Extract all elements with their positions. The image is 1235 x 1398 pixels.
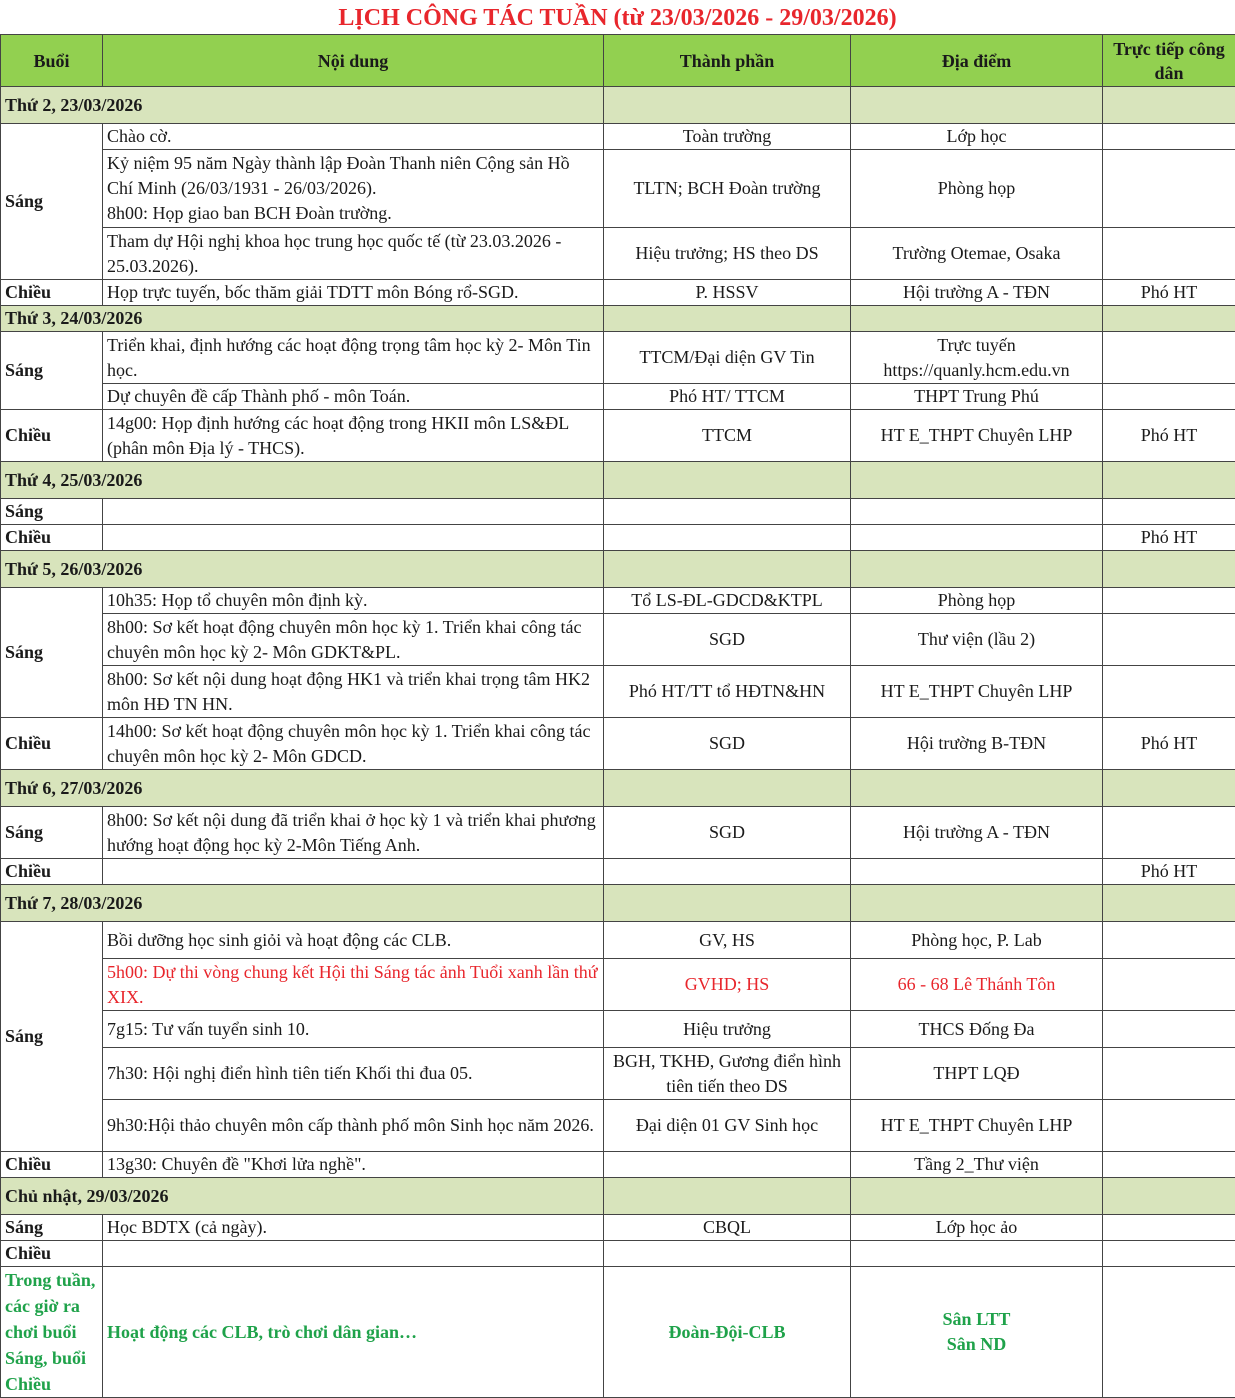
day-label: Thứ 4, 25/03/2026 bbox=[1, 462, 604, 499]
session-sang: Sáng bbox=[1, 1215, 103, 1241]
duty-cell bbox=[1103, 228, 1235, 280]
content-cell: 8h00: Sơ kết nội dung hoạt động HK1 và triển khai trọng tâm HK2 môn HĐ TN HN. bbox=[103, 666, 604, 718]
duty-cell: Phó HT bbox=[1103, 410, 1235, 462]
day-cell bbox=[604, 770, 851, 807]
participants-cell: Tổ LS-ĐL-GDCD&KTPL bbox=[604, 588, 851, 614]
duty-cell bbox=[1103, 588, 1235, 614]
session-chieu: Chiều bbox=[1, 1241, 103, 1267]
location-cell: Hội trường B-TĐN bbox=[851, 718, 1103, 770]
session-chieu: Chiều bbox=[1, 1152, 103, 1178]
location-cell: Lớp học bbox=[851, 124, 1103, 150]
day-cell bbox=[1103, 87, 1235, 124]
duty-cell bbox=[1103, 332, 1235, 384]
table-row bbox=[1, 588, 1235, 614]
content-cell bbox=[103, 499, 604, 525]
session-sang: Sáng bbox=[1, 124, 103, 280]
location-cell: Tầng 2_Thư viện bbox=[851, 1152, 1103, 1178]
duty-cell bbox=[1103, 1100, 1235, 1152]
location-cell bbox=[851, 859, 1103, 885]
duty-cell: Phó HT bbox=[1103, 859, 1235, 885]
content-cell: 7g15: Tư vấn tuyển sinh 10. bbox=[103, 1011, 604, 1048]
session-chieu: Chiều bbox=[1, 280, 103, 306]
content-cell: Chào cờ. bbox=[103, 124, 604, 150]
participants-cell: TLTN; BCH Đoàn trường bbox=[604, 150, 851, 228]
content-cell: 14h00: Sơ kết hoạt động chuyên môn học kỳ 1. Triển khai công tác chuyên môn học kỳ 2- Môn GDCD. bbox=[103, 718, 604, 770]
participants-cell: Hiệu trưởng bbox=[604, 1011, 851, 1048]
table-row bbox=[1, 525, 1235, 551]
content-cell: Họp trực tuyến, bốc thăm giải TDTT môn Bóng rổ-SGD. bbox=[103, 280, 604, 306]
content-cell: Triển khai, định hướng các hoạt động trọng tâm học kỳ 2- Môn Tin học. bbox=[103, 332, 604, 384]
day-cell bbox=[604, 462, 851, 499]
location-cell: THPT LQĐ bbox=[851, 1048, 1103, 1100]
table-row bbox=[1, 228, 1235, 280]
table-row bbox=[1, 1011, 1235, 1048]
header-truc: Trực tiếp công dân bbox=[1103, 35, 1235, 87]
footer-row bbox=[1, 1267, 1235, 1398]
content-cell: 9h30:Hội thảo chuyên môn cấp thành phố môn Sinh học năm 2026. bbox=[103, 1100, 604, 1152]
session-chieu: Chiều bbox=[1, 410, 103, 462]
location-cell: HT E_THPT Chuyên LHP bbox=[851, 666, 1103, 718]
duty-cell: Phó HT bbox=[1103, 718, 1235, 770]
content-cell bbox=[103, 525, 604, 551]
table-row bbox=[1, 124, 1235, 150]
session-sang: Sáng bbox=[1, 807, 103, 859]
duty-cell: Phó HT bbox=[1103, 525, 1235, 551]
location-cell: Lớp học ảo bbox=[851, 1215, 1103, 1241]
session-sang: Sáng bbox=[1, 588, 103, 718]
day-cell bbox=[851, 462, 1103, 499]
content-cell: 8h00: Sơ kết nội dung đã triển khai ở học kỳ 1 và triển khai phương hướng hoạt động học kỳ 2-Môn Tiếng Anh. bbox=[103, 807, 604, 859]
location-cell: Phòng họp bbox=[851, 150, 1103, 228]
table-row bbox=[1, 614, 1235, 666]
content-cell bbox=[103, 150, 604, 228]
day-cell bbox=[604, 306, 851, 332]
day-cell bbox=[1103, 1178, 1235, 1215]
duty-cell bbox=[1103, 1215, 1235, 1241]
participants-cell: BGH, TKHĐ, Gương điển hình tiên tiến theo DS bbox=[604, 1048, 851, 1100]
location-cell-highlight: 66 - 68 Lê Thánh Tôn bbox=[851, 959, 1103, 1011]
content-cell: 8h00: Sơ kết hoạt động chuyên môn học kỳ 1. Triển khai công tác chuyên môn học kỳ 2- Môn GDKT&PL. bbox=[103, 614, 604, 666]
day-row bbox=[1, 885, 1235, 922]
day-cell bbox=[851, 1178, 1103, 1215]
content-cell: 14g00: Họp định hướng các hoạt động trong HKII môn LS&ĐL (phân môn Địa lý - THCS). bbox=[103, 410, 604, 462]
location-cell bbox=[851, 1241, 1103, 1267]
participants-cell: SGD bbox=[604, 614, 851, 666]
day-label: Chủ nhật, 29/03/2026 bbox=[1, 1178, 604, 1215]
participants-cell bbox=[604, 859, 851, 885]
footer-location-line: Sân ND bbox=[855, 1332, 1098, 1357]
location-cell bbox=[851, 499, 1103, 525]
table-row bbox=[1, 1100, 1235, 1152]
location-cell: Phòng họp bbox=[851, 588, 1103, 614]
participants-cell: P. HSSV bbox=[604, 280, 851, 306]
footer-participants: Đoàn-Đội-CLB bbox=[604, 1267, 851, 1398]
day-cell bbox=[851, 306, 1103, 332]
day-label: Thứ 6, 27/03/2026 bbox=[1, 770, 604, 807]
content-cell: Học BDTX (cả ngày). bbox=[103, 1215, 604, 1241]
day-label: Thứ 7, 28/03/2026 bbox=[1, 885, 604, 922]
table-row bbox=[1, 666, 1235, 718]
header-noi-dung: Nội dung bbox=[103, 35, 604, 87]
content-cell: Bồi dưỡng học sinh giỏi và hoạt động các CLB. bbox=[103, 922, 604, 959]
day-label: Thứ 5, 26/03/2026 bbox=[1, 551, 604, 588]
content-cell bbox=[103, 859, 604, 885]
location-line: Trực tuyến bbox=[855, 333, 1098, 358]
table-row bbox=[1, 1152, 1235, 1178]
page-title: LỊCH CÔNG TÁC TUẦN (từ 23/03/2026 - 29/03/2026) bbox=[0, 0, 1235, 34]
content-cell: 10h35: Họp tổ chuyên môn định kỳ. bbox=[103, 588, 604, 614]
day-cell bbox=[604, 87, 851, 124]
duty-cell bbox=[1103, 807, 1235, 859]
duty-cell bbox=[1103, 1241, 1235, 1267]
schedule-table bbox=[0, 34, 1235, 1398]
location-cell: Thư viện (lầu 2) bbox=[851, 614, 1103, 666]
participants-cell bbox=[604, 525, 851, 551]
location-cell: THCS Đống Đa bbox=[851, 1011, 1103, 1048]
day-row bbox=[1, 1178, 1235, 1215]
duty-cell bbox=[1103, 922, 1235, 959]
participants-cell: Phó HT/ TTCM bbox=[604, 384, 851, 410]
table-row bbox=[1, 1048, 1235, 1100]
participants-cell: TTCM bbox=[604, 410, 851, 462]
day-row bbox=[1, 551, 1235, 588]
table-row bbox=[1, 332, 1235, 384]
duty-cell bbox=[1103, 1267, 1235, 1398]
day-cell bbox=[851, 87, 1103, 124]
content-cell: Dự chuyên đề cấp Thành phố - môn Toán. bbox=[103, 384, 604, 410]
table-row bbox=[1, 959, 1235, 1011]
header-buoi: Buổi bbox=[1, 35, 103, 87]
day-cell bbox=[851, 551, 1103, 588]
table-row bbox=[1, 1241, 1235, 1267]
day-cell bbox=[1103, 770, 1235, 807]
table-row bbox=[1, 1215, 1235, 1241]
participants-cell: SGD bbox=[604, 718, 851, 770]
header-row bbox=[1, 35, 1235, 87]
duty-cell bbox=[1103, 124, 1235, 150]
content-line: Kỷ niệm 95 năm Ngày thành lập Đoàn Thanh niên Cộng sản Hồ Chí Minh (26/03/1931 - 26/03/2026). bbox=[107, 151, 599, 201]
participants-cell bbox=[604, 1241, 851, 1267]
duty-cell bbox=[1103, 384, 1235, 410]
day-cell bbox=[604, 885, 851, 922]
participants-cell-highlight: GVHD; HS bbox=[604, 959, 851, 1011]
day-row bbox=[1, 306, 1235, 332]
location-cell bbox=[851, 525, 1103, 551]
duty-cell bbox=[1103, 614, 1235, 666]
session-chieu: Chiều bbox=[1, 718, 103, 770]
session-chieu: Chiều bbox=[1, 525, 103, 551]
day-cell bbox=[851, 770, 1103, 807]
content-cell: Tham dự Hội nghị khoa học trung học quốc tế (từ 23.03.2026 - 25.03.2026). bbox=[103, 228, 604, 280]
day-row bbox=[1, 770, 1235, 807]
content-line: 8h00: Họp giao ban BCH Đoàn trường. bbox=[107, 201, 599, 226]
day-cell bbox=[604, 1178, 851, 1215]
day-cell bbox=[851, 885, 1103, 922]
session-sang: Sáng bbox=[1, 499, 103, 525]
content-cell: 7h30: Hội nghị điển hình tiên tiến Khối thi đua 05. bbox=[103, 1048, 604, 1100]
duty-cell bbox=[1103, 959, 1235, 1011]
day-row bbox=[1, 462, 1235, 499]
location-url: https://quanly.hcm.edu.vn bbox=[855, 358, 1098, 383]
table-row bbox=[1, 410, 1235, 462]
participants-cell: Đại diện 01 GV Sinh học bbox=[604, 1100, 851, 1152]
content-cell bbox=[103, 1241, 604, 1267]
duty-cell bbox=[1103, 666, 1235, 718]
header-thanh-phan: Thành phần bbox=[604, 35, 851, 87]
content-cell: 13g30: Chuyên đề "Khơi lửa nghề". bbox=[103, 1152, 604, 1178]
content-cell-highlight: 5h00: Dự thi vòng chung kết Hội thi Sáng tác ảnh Tuổi xanh lần thứ XIX. bbox=[103, 959, 604, 1011]
table-row bbox=[1, 859, 1235, 885]
footer-location bbox=[851, 1267, 1103, 1398]
location-cell bbox=[851, 332, 1103, 384]
participants-cell bbox=[604, 1152, 851, 1178]
location-cell: Trường Otemae, Osaka bbox=[851, 228, 1103, 280]
participants-cell bbox=[604, 499, 851, 525]
table-row bbox=[1, 807, 1235, 859]
day-label: Thứ 3, 24/03/2026 bbox=[1, 306, 604, 332]
footer-location-line: Sân LTT bbox=[855, 1307, 1098, 1332]
participants-cell: CBQL bbox=[604, 1215, 851, 1241]
duty-cell bbox=[1103, 1011, 1235, 1048]
participants-cell: SGD bbox=[604, 807, 851, 859]
table-row bbox=[1, 384, 1235, 410]
location-cell: THPT Trung Phú bbox=[851, 384, 1103, 410]
participants-cell: Toàn trường bbox=[604, 124, 851, 150]
table-row bbox=[1, 499, 1235, 525]
day-cell bbox=[604, 551, 851, 588]
day-cell bbox=[1103, 885, 1235, 922]
table-row bbox=[1, 150, 1235, 228]
day-cell bbox=[1103, 551, 1235, 588]
participants-cell: Hiệu trưởng; HS theo DS bbox=[604, 228, 851, 280]
location-cell: HT E_THPT Chuyên LHP bbox=[851, 1100, 1103, 1152]
duty-cell bbox=[1103, 499, 1235, 525]
session-sang: Sáng bbox=[1, 332, 103, 410]
duty-cell bbox=[1103, 1152, 1235, 1178]
table-row bbox=[1, 718, 1235, 770]
day-label: Thứ 2, 23/03/2026 bbox=[1, 87, 604, 124]
duty-cell bbox=[1103, 1048, 1235, 1100]
location-cell: Phòng học, P. Lab bbox=[851, 922, 1103, 959]
duty-cell bbox=[1103, 150, 1235, 228]
day-cell bbox=[1103, 306, 1235, 332]
session-sang: Sáng bbox=[1, 922, 103, 1152]
day-row bbox=[1, 87, 1235, 124]
session-chieu: Chiều bbox=[1, 859, 103, 885]
header-dia-diem: Địa điểm bbox=[851, 35, 1103, 87]
participants-cell: Phó HT/TT tổ HĐTN&HN bbox=[604, 666, 851, 718]
footer-content: Hoạt động các CLB, trò chơi dân gian… bbox=[103, 1267, 604, 1398]
location-cell: HT E_THPT Chuyên LHP bbox=[851, 410, 1103, 462]
table-row bbox=[1, 922, 1235, 959]
duty-cell: Phó HT bbox=[1103, 280, 1235, 306]
participants-cell: GV, HS bbox=[604, 922, 851, 959]
table-row bbox=[1, 280, 1235, 306]
day-cell bbox=[1103, 462, 1235, 499]
location-cell: Hội trường A - TĐN bbox=[851, 280, 1103, 306]
location-cell: Hội trường A - TĐN bbox=[851, 807, 1103, 859]
participants-cell: TTCM/Đại diện GV Tin bbox=[604, 332, 851, 384]
footer-session: Trong tuần, các giờ ra chơi buổi Sáng, buổi Chiều bbox=[1, 1267, 103, 1398]
